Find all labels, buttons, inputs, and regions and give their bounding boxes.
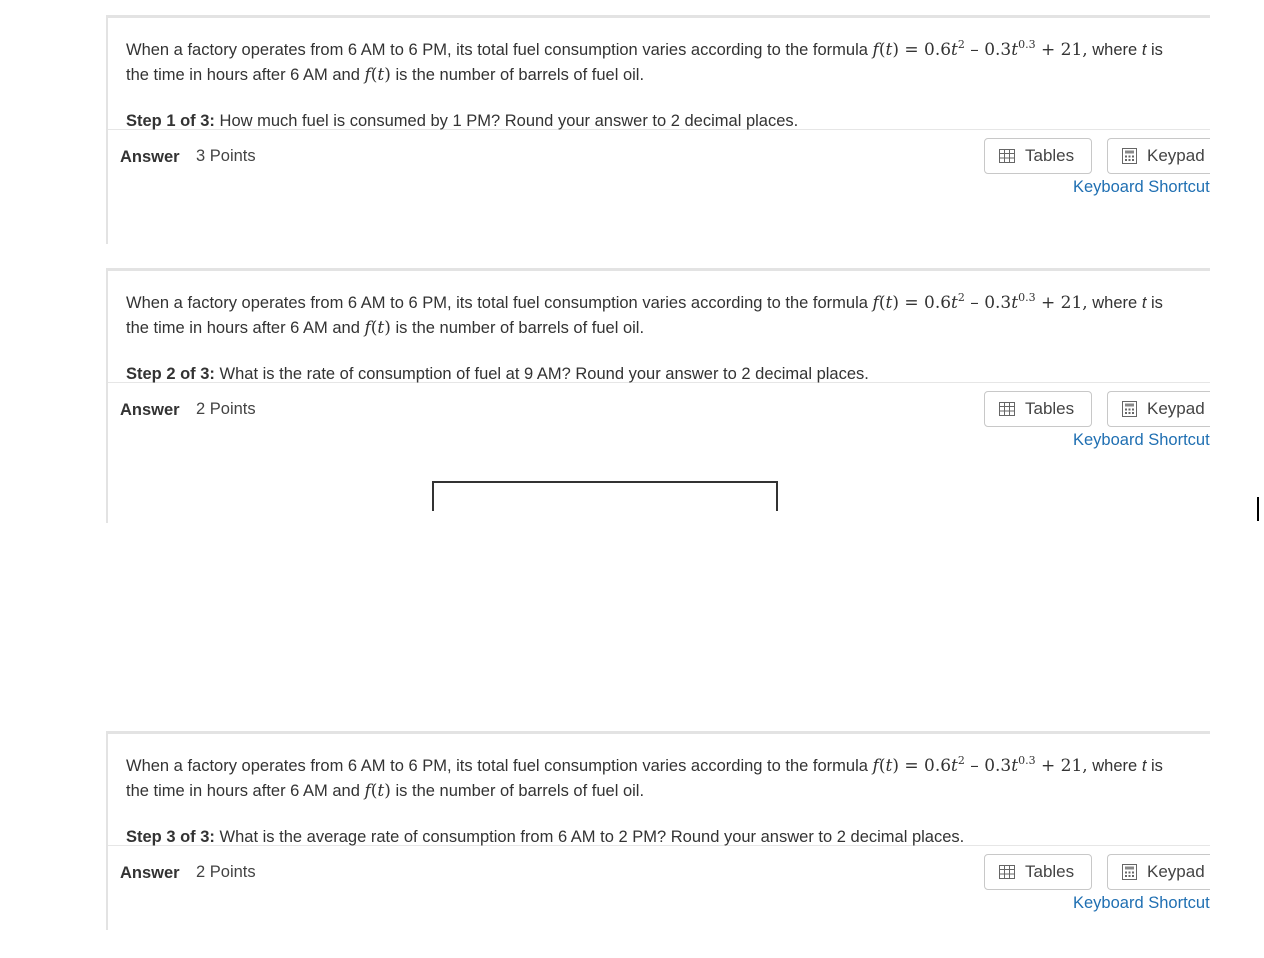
step-label: Step 1 of 3: [126,112,215,130]
table-grid-icon [999,149,1015,163]
ft-symbol: f(t) [364,781,391,801]
answer-row [108,846,1210,930]
question-line2-start: the time in hours after 6 AM and [126,66,360,84]
table-grid-icon [999,865,1015,879]
keypad-button[interactable] [1107,854,1210,890]
keyboard-shortcut-link[interactable]: Keyboard Shortcut [1073,894,1210,912]
tables-button[interactable] [984,391,1092,427]
answer-input[interactable] [432,481,778,511]
ft-symbol: f(t) [364,65,391,85]
answer-row [108,130,1210,230]
formula: $f(t) = 0.6t^2 - 0.3t^{0.3} + 21$, [872,291,1088,313]
tables-label: Tables [1025,146,1075,165]
question-intro: When a factory operates from 6 AM to 6 PM, its total fuel consumption varies according to the formula [126,757,868,775]
is-word: is [1151,294,1163,312]
question-card-step-2 [106,268,1210,523]
question-text [108,734,1210,846]
points-label: 3 Points [196,147,256,165]
formula: $f(t) = 0.6t^2 - 0.3t^{0.3} + 21$, [872,38,1088,60]
ft-symbol: f(t) [364,318,391,338]
calculator-icon [1122,864,1137,880]
is-word: is [1151,41,1163,59]
keypad-label: Keypad [1147,146,1205,165]
question-line2-start: the time in hours after 6 AM and [126,782,360,800]
question-line2-start: the time in hours after 6 AM and [126,319,360,337]
table-grid-icon [999,402,1015,416]
calculator-icon [1122,401,1137,417]
points-label: 2 Points [196,863,256,881]
step-text: How much fuel is consumed by 1 PM? Round your answer to 2 decimal places. [219,112,799,130]
tables-button[interactable] [984,138,1092,174]
question-card-step-3 [106,731,1210,930]
answer-label: Answer [120,864,180,882]
question-intro: When a factory operates from 6 AM to 6 PM, its total fuel consumption varies according to the formula [126,41,868,59]
answer-label: Answer [120,401,180,419]
question-line2-end: is the number of barrels of fuel oil. [395,319,645,337]
is-word: is [1151,757,1163,775]
tables-label: Tables [1025,862,1075,881]
text-cursor [1257,497,1259,521]
step-label: Step 3 of 3: [126,828,215,846]
where-word: where [1092,41,1138,59]
where-word: where [1092,757,1138,775]
keyboard-shortcut-link[interactable]: Keyboard Shortcut [1073,431,1210,449]
question-intro: When a factory operates from 6 AM to 6 PM, its total fuel consumption varies according to the formula [126,294,868,312]
calculator-icon [1122,148,1137,164]
question-text [108,18,1210,130]
keypad-label: Keypad [1147,399,1205,418]
keyboard-shortcut-link[interactable]: Keyboard Shortcut [1073,178,1210,196]
points-label: 2 Points [196,400,256,418]
step-text: What is the rate of consumption of fuel at 9 AM? Round your answer to 2 decimal places. [219,365,869,383]
keypad-label: Keypad [1147,862,1205,881]
tables-label: Tables [1025,399,1075,418]
question-text [108,271,1210,383]
var-t: t [1141,757,1147,775]
answer-label: Answer [120,148,180,166]
question-line2-end: is the number of barrels of fuel oil. [395,782,645,800]
answer-row [108,383,1210,523]
question-card-step-1 [106,15,1210,244]
step-text: What is the average rate of consumption from 6 AM to 2 PM? Round your answer to 2 decimal places. [219,828,965,846]
keypad-button[interactable] [1107,391,1210,427]
keypad-button[interactable] [1107,138,1210,174]
step-label: Step 2 of 3: [126,365,215,383]
formula: $f(t) = 0.6t^2 - 0.3t^{0.3} + 21$, [872,754,1088,776]
tables-button[interactable] [984,854,1092,890]
where-word: where [1092,294,1138,312]
var-t: t [1141,41,1147,59]
var-t: t [1141,294,1147,312]
question-line2-end: is the number of barrels of fuel oil. [395,66,645,84]
